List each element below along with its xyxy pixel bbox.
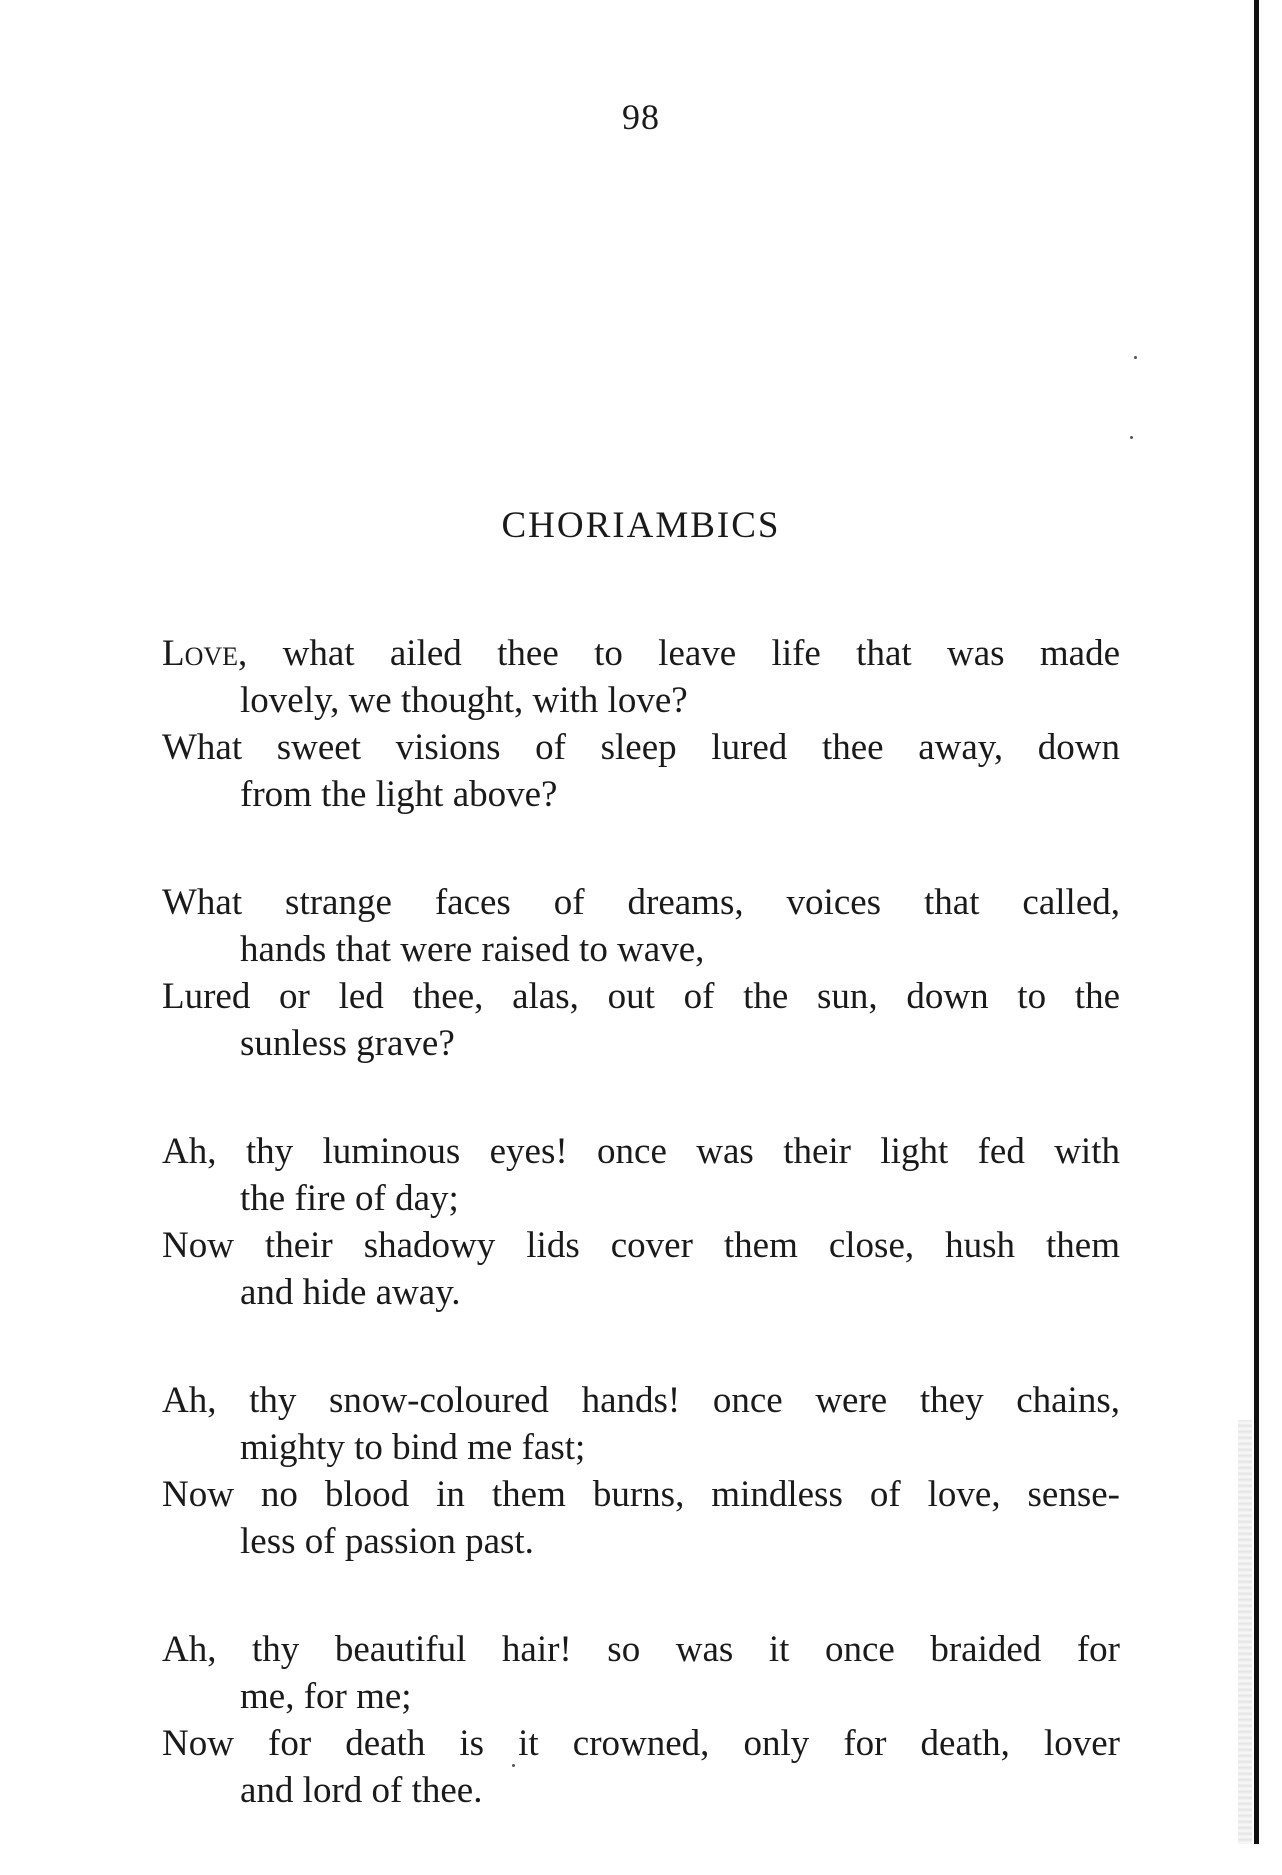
- book-spine-edge: [1254, 0, 1259, 1844]
- verse-continuation-line: and hide away.: [240, 1272, 461, 1313]
- verse: [162, 1377, 1120, 1471]
- verse-first-line: Ah, thy luminous eyes! once was their light fed with: [162, 1131, 1120, 1172]
- verse-continuation-line: me, for me;: [240, 1676, 412, 1717]
- verse: [162, 973, 1120, 1067]
- verse: [162, 1720, 1120, 1814]
- verse-continuation-line: less of passion past.: [240, 1521, 534, 1562]
- poem-body: [162, 630, 1120, 1875]
- stanza-1: [162, 630, 1120, 818]
- verse-first-line: Now for death is it crowned, only for death, lover: [162, 1723, 1120, 1764]
- verse-continuation-line: sunless grave?: [240, 1023, 455, 1064]
- verse: [162, 1128, 1120, 1222]
- stanza-3: [162, 1128, 1120, 1316]
- poem-title: CHORIAMBICS: [501, 505, 781, 546]
- verse-first-line-text: , what ailed thee to leave life that was made: [238, 633, 1120, 674]
- paper-speck: [1130, 436, 1133, 439]
- verse-first-line: Now no blood in them burns, mindless of love, sense-: [162, 1474, 1120, 1515]
- stanza-4: [162, 1377, 1120, 1565]
- stanza-5: [162, 1626, 1120, 1814]
- verse-continuation-line: lovely, we thought, with love?: [240, 680, 688, 721]
- stanza-2: [162, 879, 1120, 1067]
- verse-continuation-line: and lord of thee.: [240, 1770, 483, 1811]
- verse: [162, 724, 1120, 818]
- verse-first-line: Ah, thy beautiful hair! so was it once braided for: [162, 1629, 1120, 1670]
- page-number: 98: [622, 97, 660, 137]
- verse: [162, 879, 1120, 973]
- verse-first-line: [162, 630, 1120, 677]
- opening-word: Love: [162, 633, 239, 674]
- verse-continuation-line: mighty to bind me fast;: [240, 1427, 586, 1468]
- verse-continuation-line: hands that were raised to wave,: [240, 929, 705, 970]
- verse-first-line: What strange faces of dreams, voices that called,: [162, 882, 1120, 923]
- page-edge-shadow: [1238, 1420, 1252, 1844]
- verse-first-line: Now their shadowy lids cover them close, hush them: [162, 1225, 1120, 1266]
- verse-first-line: What sweet visions of sleep lured thee away, down: [162, 727, 1120, 768]
- verse-first-line: Lured or led thee, alas, out of the sun, down to the: [162, 976, 1120, 1017]
- verse-continuation-line: from the light above?: [240, 774, 558, 815]
- paper-speck: [512, 1764, 515, 1767]
- paper-speck: [1134, 356, 1137, 359]
- verse: [162, 1471, 1120, 1565]
- verse-first-line: Ah, thy snow-coloured hands! once were they chains,: [162, 1380, 1120, 1421]
- verse: [162, 630, 1120, 724]
- verse-continuation-line: the fire of day;: [240, 1178, 459, 1219]
- verse: [162, 1222, 1120, 1316]
- verse: [162, 1626, 1120, 1720]
